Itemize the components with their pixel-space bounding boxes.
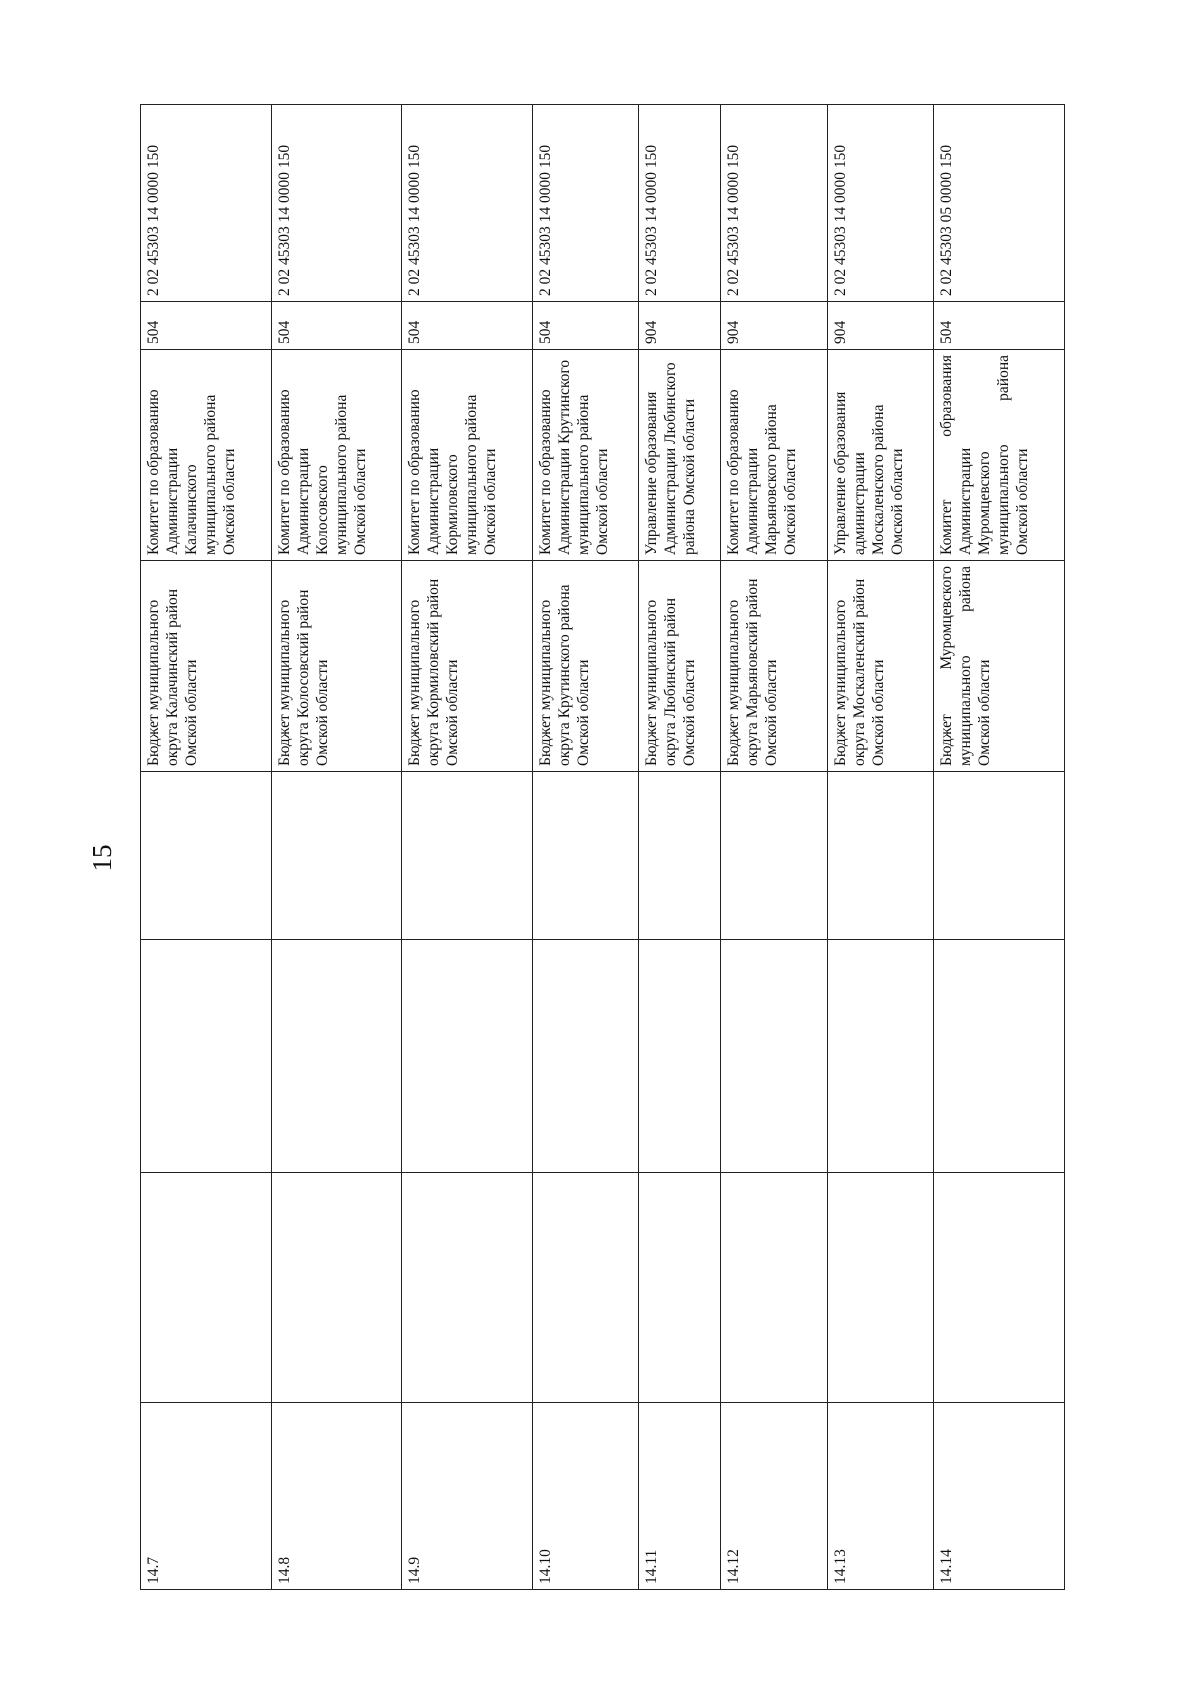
table-row <box>141 105 272 1590</box>
table-row <box>934 105 1065 1590</box>
revenue-code: 2 02 45303 14 0000 150 <box>721 105 827 302</box>
budget-name: Бюджет муниципального округа Колосовский район Омской области <box>271 561 402 772</box>
revenue-code: 2 02 45303 05 0000 150 <box>934 105 1065 302</box>
empty-cell <box>533 1173 639 1403</box>
empty-cell <box>271 772 402 940</box>
empty-cell <box>402 1173 533 1403</box>
row-number: 14.9 <box>402 1403 533 1590</box>
table-wrapper <box>140 105 1065 1590</box>
empty-cell <box>402 940 533 1173</box>
empty-cell <box>271 940 402 1173</box>
row-number: 14.11 <box>639 1403 721 1590</box>
table-row <box>271 105 402 1590</box>
budget-name: Бюджет муниципального округа Кормиловский район Омской области <box>402 561 533 772</box>
administrator-name: Комитет по образованию Администрации Колосовского муниципального района Омской области <box>271 350 402 561</box>
empty-cell <box>141 940 272 1173</box>
revenue-code: 2 02 45303 14 0000 150 <box>639 105 721 302</box>
empty-cell <box>721 1173 827 1403</box>
empty-cell <box>827 1173 933 1403</box>
budget-name: Бюджет Муромцевского муниципального района Омской области <box>934 561 1065 772</box>
administrator-name: Комитет по образованию Администрации Марьяновского района Омской области <box>721 350 827 561</box>
table-row <box>827 105 933 1590</box>
budget-table <box>140 104 1065 1590</box>
administrator-code: 504 <box>934 302 1065 350</box>
administrator-code: 504 <box>402 302 533 350</box>
empty-cell <box>639 940 721 1173</box>
empty-cell <box>934 772 1065 940</box>
row-number: 14.10 <box>533 1403 639 1590</box>
administrator-name: Управление образования Администрации Любинского района Омской области <box>639 350 721 561</box>
administrator-code: 504 <box>271 302 402 350</box>
administrator-name: Управление образования администрации Москаленского района Омской области <box>827 350 933 561</box>
revenue-code: 2 02 45303 14 0000 150 <box>141 105 272 302</box>
empty-cell <box>827 772 933 940</box>
budget-name: Бюджет муниципального округа Калачинский район Омской области <box>141 561 272 772</box>
revenue-code: 2 02 45303 14 0000 150 <box>402 105 533 302</box>
administrator-name: Комитет по образованию Администрации Крутинского муниципального района Омской области <box>533 350 639 561</box>
row-number: 14.12 <box>721 1403 827 1590</box>
table-row <box>533 105 639 1590</box>
empty-cell <box>827 940 933 1173</box>
empty-cell <box>639 772 721 940</box>
empty-cell <box>402 772 533 940</box>
empty-cell <box>141 772 272 940</box>
budget-name: Бюджет муниципального округа Марьяновский район Омской области <box>721 561 827 772</box>
page-number: 15 <box>87 844 117 872</box>
administrator-code: 904 <box>827 302 933 350</box>
row-number: 14.13 <box>827 1403 933 1590</box>
table-row <box>402 105 533 1590</box>
administrator-code: 904 <box>639 302 721 350</box>
administrator-name: Комитет по образованию Администрации Кормиловского муниципального района Омской области <box>402 350 533 561</box>
row-number: 14.14 <box>934 1403 1065 1590</box>
row-number: 14.7 <box>141 1403 272 1590</box>
table-row <box>721 105 827 1590</box>
empty-cell <box>639 1173 721 1403</box>
empty-cell <box>721 772 827 940</box>
revenue-code: 2 02 45303 14 0000 150 <box>271 105 402 302</box>
table-row <box>639 105 721 1590</box>
budget-name: Бюджет муниципального округа Москаленский район Омской области <box>827 561 933 772</box>
empty-cell <box>533 772 639 940</box>
empty-cell <box>271 1173 402 1403</box>
empty-cell <box>934 1173 1065 1403</box>
administrator-name: Комитет по образованию Администрации Калачинского муниципального района Омской области <box>141 350 272 561</box>
empty-cell <box>533 940 639 1173</box>
administrator-code: 504 <box>141 302 272 350</box>
empty-cell <box>934 940 1065 1173</box>
budget-name: Бюджет муниципального округа Крутинского района Омской области <box>533 561 639 772</box>
budget-name: Бюджет муниципального округа Любинский район Омской области <box>639 561 721 772</box>
revenue-code: 2 02 45303 14 0000 150 <box>827 105 933 302</box>
empty-cell <box>141 1173 272 1403</box>
empty-cell <box>721 940 827 1173</box>
administrator-code: 904 <box>721 302 827 350</box>
administrator-code: 504 <box>533 302 639 350</box>
row-number: 14.8 <box>271 1403 402 1590</box>
revenue-code: 2 02 45303 14 0000 150 <box>533 105 639 302</box>
administrator-name: Комитет образования Администрации Муромцевского муниципального района Омской области <box>934 350 1065 561</box>
